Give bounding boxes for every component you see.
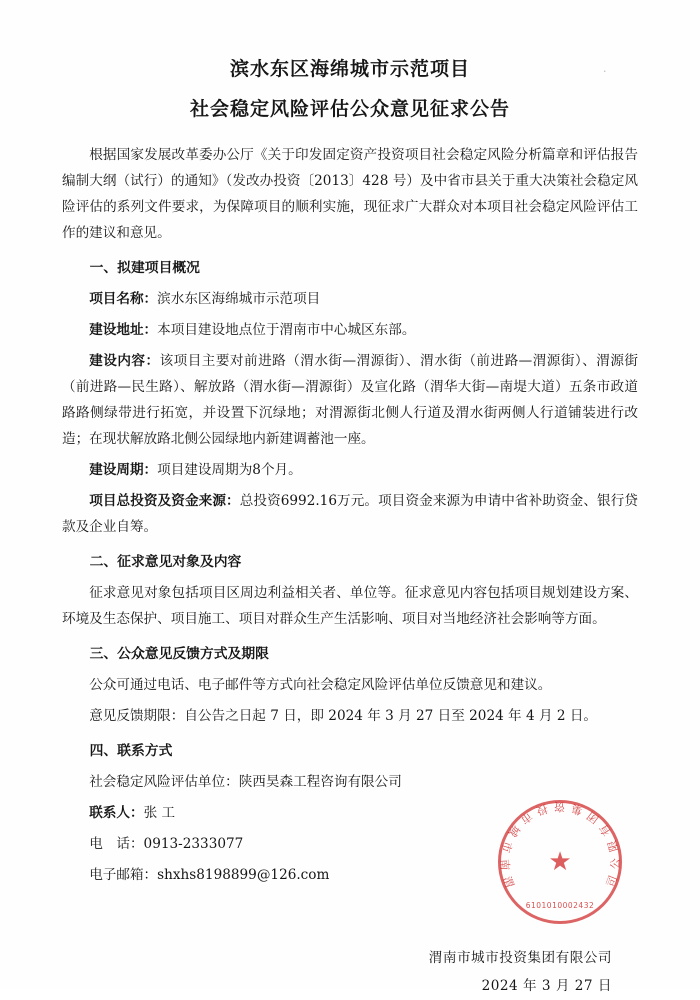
document-title-line2: 社会稳定风险评估公众意见征求公告 bbox=[189, 98, 510, 120]
section-4-item-4 bbox=[62, 862, 638, 888]
section-1-item-2-label: 建设地址： bbox=[89, 322, 158, 338]
section-1-item-2-text: 本项目建设地点位于渭南市中心城区东部。 bbox=[157, 322, 416, 338]
section-1-item-1-text: 滨水东区海绵城市示范项目 bbox=[157, 291, 321, 307]
section-4-item-2-label: 联系人： bbox=[89, 805, 144, 821]
seal-arc-char: 市 bbox=[517, 809, 535, 827]
section-3-item-1 bbox=[62, 672, 638, 698]
section-1-item-4-label: 建设周期： bbox=[89, 462, 158, 478]
document-intro-paragraph: 根据国家发展改革委办公厅《关于印发固定资产投资项目社会稳定风险分析篇章和评估报告编制大纲（试行）的通知》（发改办投资〔2013〕428 号）及中省市县关于重大决策社会稳定风险评估的系列文件要求，为保障项目的顺利实施，现征求广大群众对本项目社会稳定风险评估工作的建议和意见。 bbox=[62, 147, 638, 241]
section-4-item-2 bbox=[62, 800, 638, 826]
section-4-item-3 bbox=[62, 831, 638, 857]
section-3-item-2 bbox=[62, 703, 638, 729]
section-1-item-4 bbox=[62, 457, 638, 483]
section-1-item-1-label: 项目名称： bbox=[89, 291, 158, 307]
section-2-item-1 bbox=[62, 580, 638, 632]
section-4-item-2-text: 张 工 bbox=[143, 805, 176, 821]
section-heading-4: 四、联系方式 bbox=[89, 743, 173, 759]
signature-date: 2024 年 3 月 27 日 bbox=[481, 978, 612, 994]
seal-arc-char: 市 bbox=[498, 839, 515, 855]
signature-block bbox=[62, 944, 638, 1000]
seal-arc-char: 集 bbox=[569, 801, 585, 818]
seal-arc-char: 限 bbox=[605, 838, 621, 854]
section-4-item-4-text: 电子邮箱：shxhs8198899@126.com bbox=[89, 867, 330, 883]
section-1-item-3 bbox=[62, 348, 638, 452]
section-1-item-3-label: 建设内容： bbox=[89, 353, 160, 369]
document-body bbox=[62, 52, 638, 1000]
section-1-item-5-label: 项目总投资及资金来源： bbox=[89, 493, 240, 509]
section-heading-3: 三、公众意见反馈方式及期限 bbox=[89, 646, 269, 662]
seal-arc-char: 资 bbox=[554, 800, 565, 813]
seal-arc-char: 公 bbox=[608, 857, 623, 870]
seal-arc-char: 司 bbox=[604, 873, 621, 889]
section-4-item-1 bbox=[62, 769, 638, 795]
section-3-item-1-text: 公众可通过电话、电子邮件等方式向社会稳定风险评估单位反馈意见和建议。 bbox=[89, 677, 552, 693]
seal-star-icon: ★ bbox=[548, 847, 572, 877]
document-title-line1: 滨水东区海绵城市示范项目 bbox=[229, 58, 470, 80]
section-1-item-5 bbox=[62, 488, 638, 540]
section-4-item-1-text: 社会稳定风险评估单位：陕西昊森工程咨询有限公司 bbox=[89, 774, 402, 790]
page-corner-mark: · bbox=[603, 65, 607, 78]
section-4-item-3-text: 电 话：0913-2333077 bbox=[89, 836, 244, 852]
section-1-item-5-text: 总投资6992.16万元。项目资金来源为申请中省补助资金、银行贷款及企业自筹。 bbox=[62, 493, 638, 535]
seal-code: 6101010002432 bbox=[525, 901, 595, 910]
section-1-item-4-text: 项目建设周期为8个月。 bbox=[157, 462, 302, 478]
seal-arc-char: 渭 bbox=[500, 874, 517, 890]
section-1-item-3-text: 该项目主要对前进路（渭水街—渭源街）、渭水街（前进路—渭源街）、渭源街（前进路—民生路）、解放路（渭水街—渭源街）及宣化路（渭华大街—南堤大道）五条市政道路路侧绿带进行拓宽，并设置下沉绿地；对渭源街北侧人行道及渭水街两侧人行道铺装进行改造；在现状解放路北侧公园绿地内新建调蓄池一座。 bbox=[62, 353, 639, 447]
section-1-item-1 bbox=[62, 286, 638, 312]
section-heading-1: 一、拟建项目概况 bbox=[89, 260, 200, 276]
seal-arc-char: 有 bbox=[596, 821, 614, 839]
signature-organization: 渭南市城市投资集团有限公司 bbox=[428, 950, 612, 966]
section-2-item-1-text: 征求意见对象包括项目区周边利益相关者、单位等。征求意见内容包括项目规划建设方案、环境及生态保护、项目施工、项目对群众生产生活影响、项目对当地经济社会影响等方面。 bbox=[62, 585, 638, 627]
seal-arc-char: 投 bbox=[534, 801, 550, 818]
section-1-item-2 bbox=[62, 317, 638, 343]
section-heading-2: 二、征求意见对象及内容 bbox=[89, 554, 242, 570]
seal-arc-char: 城 bbox=[505, 822, 523, 840]
section-3-item-2-text: 意见反馈期限：自公告之日起 7 日，即 2024 年 3 月 27 日至 2024 年 4 月 2 日。 bbox=[89, 708, 598, 724]
seal-arc-char: 南 bbox=[497, 858, 512, 871]
seal-arc-char: 团 bbox=[584, 808, 602, 826]
